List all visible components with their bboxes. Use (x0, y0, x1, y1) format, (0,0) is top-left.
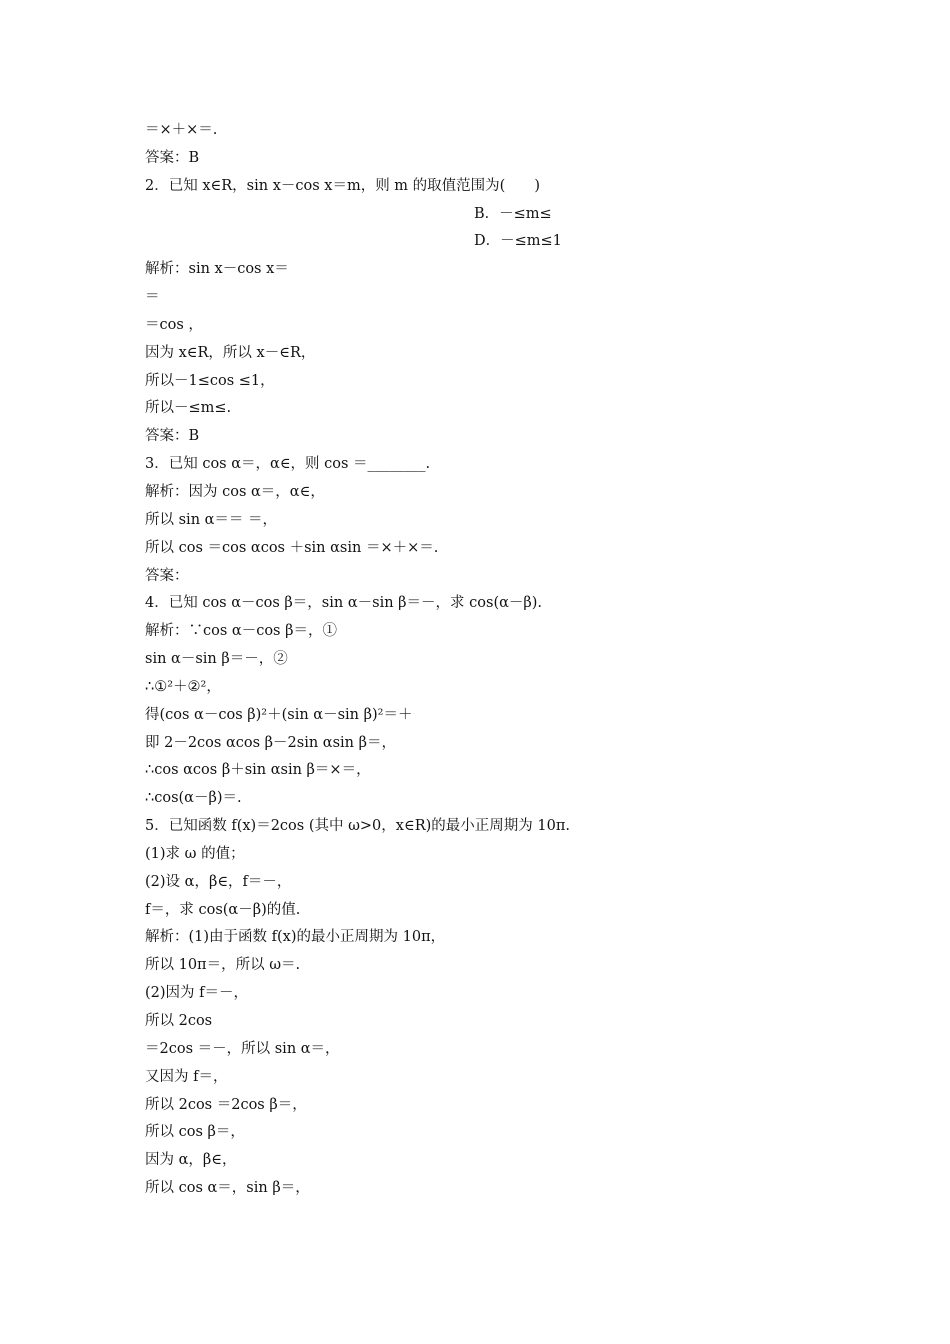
text-line: 所以 cos α＝，sin β＝， (145, 1180, 310, 1197)
text-line: 所以 2cos ＝2cos β＝， (145, 1096, 307, 1113)
text-line: 答案： (145, 567, 189, 584)
text-line: 又因为 f＝， (145, 1068, 228, 1085)
text-line: 因为 α，β∈， (145, 1152, 237, 1169)
text-line: ∴cos αcos β＋sin αsin β＝×＝， (145, 762, 371, 779)
text-line: ＝2cos ＝－，所以 sin α＝， (145, 1040, 340, 1057)
text-line: ∴cos(α－β)＝. (145, 790, 242, 807)
text-line: 所以 10π＝，所以 ω＝. (145, 957, 301, 974)
text-line: (1)求 ω 的值； (145, 845, 245, 862)
options-row-1 (145, 201, 845, 229)
text-line: 解析：sin x－cos x＝ (145, 261, 289, 278)
text-line: 3．已知 cos α＝，α∈，则 cos ＝________. (145, 456, 431, 473)
question-2-stem: 2．已知 x∈R，sin x－cos x＝m，则 m 的取值范围为( ) (145, 177, 540, 194)
text-line: 即 2－2cos αcos β－2sin αsin β＝， (145, 734, 396, 751)
solution-text (145, 256, 845, 1203)
text-line: 所以－≤m≤. (145, 400, 232, 417)
text-line: ＝cos ， (145, 316, 203, 333)
text-line: ∴①²＋②²， (145, 678, 221, 695)
text-line: (2)设 α，β∈，f＝－， (145, 873, 292, 890)
text-line: 答案：B (145, 428, 200, 445)
option-b: B．－≤m≤ (474, 205, 552, 222)
document-body (145, 117, 845, 1203)
text-line: 所以 cos β＝， (145, 1124, 245, 1141)
text-line: 所以 2cos (145, 1013, 213, 1029)
text-line: 所以－1≤cos ≤1， (145, 372, 275, 389)
text-line: 解析：因为 cos α＝，α∈， (145, 483, 325, 500)
text-line: 得(cos α－cos β)²＋(sin α－sin β)²＝＋ (145, 706, 413, 723)
text-line: ＝×＋×＝. (145, 122, 218, 138)
text-line: f＝，求 cos(α－β)的值. (145, 901, 301, 918)
text-line: 解析：(1)由于函数 f(x)的最小正周期为 10π， (145, 929, 446, 946)
options-row-2 (145, 228, 845, 256)
text-line: 因为 x∈R，所以 x－∈R， (145, 344, 316, 361)
text-line: 所以 sin α＝＝ ＝， (145, 511, 278, 528)
text-line: (2)因为 f＝－， (145, 985, 249, 1002)
answer-line: 答案：B (145, 149, 200, 166)
text-line: 4．已知 cos α－cos β＝，sin α－sin β＝－，求 cos(α－β). (145, 595, 543, 612)
text-line: ＝ (145, 289, 160, 306)
text-line: 5．已知函数 f(x)＝2cos (其中 ω>0，x∈R)的最小正周期为 10π. (145, 818, 570, 835)
text-line: 解析：∵cos α－cos β＝，① (145, 623, 337, 640)
text-line: sin α－sin β＝－，② (145, 651, 288, 668)
option-d: D．－≤m≤1 (474, 233, 562, 250)
text-line: 所以 cos ＝cos αcos ＋sin αsin ＝×＋×＝. (145, 539, 439, 556)
